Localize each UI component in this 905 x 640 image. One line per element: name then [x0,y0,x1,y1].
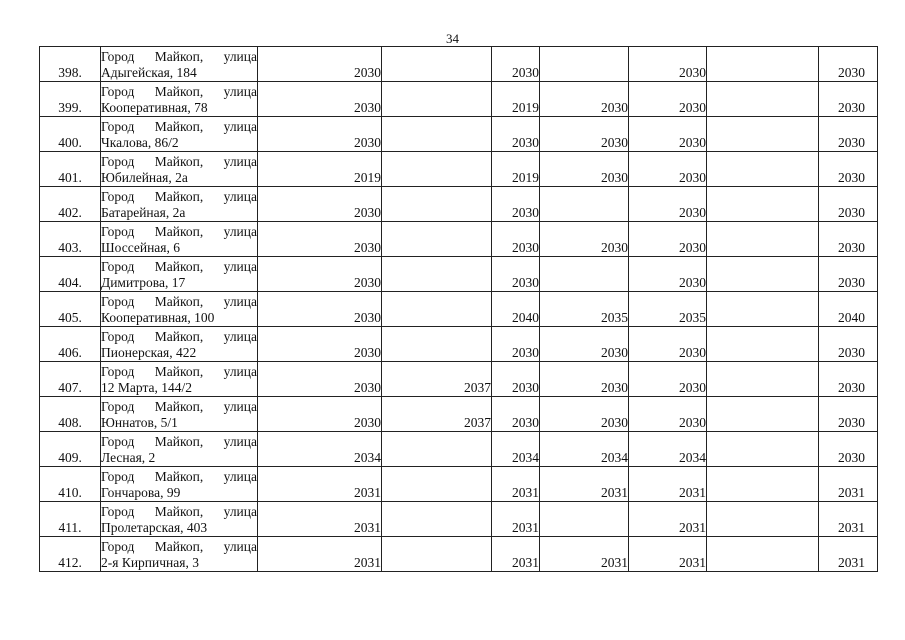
row-number: 411. [40,502,101,537]
address-cell [101,187,258,222]
year-cell-col1: 2030 [258,292,382,327]
year-cell-col1: 2031 [258,502,382,537]
year-cell-col2 [382,292,492,327]
address-word-city: Город [101,154,135,169]
year-cell-col2: 2037 [382,397,492,432]
address-cell [101,222,258,257]
year-cell-col3: 2030 [492,362,540,397]
year-cell-col4: 2035 [540,292,629,327]
table-row [40,537,878,572]
year-cell-col5: 2030 [629,397,707,432]
year-cell-col4: 2034 [540,432,629,467]
address-cell [101,467,258,502]
table-row [40,257,878,292]
row-number: 403. [40,222,101,257]
year-cell-col1: 2030 [258,362,382,397]
year-cell-col4: 2030 [540,397,629,432]
address-word-street: улица [223,329,257,344]
address-cell [101,152,258,187]
address-word-city: Город [101,259,135,274]
address-word-street: улица [223,434,257,449]
year-cell-col7: 2030 [819,152,878,187]
address-word-name: Майкоп, [154,119,204,134]
year-cell-col6 [707,502,819,537]
address-word-street: улица [223,154,257,169]
address-line-city [101,189,257,205]
year-cell-col6 [707,117,819,152]
year-cell-col7: 2030 [819,327,878,362]
year-cell-col3: 2034 [492,432,540,467]
address-word-city: Город [101,469,135,484]
address-word-city: Город [101,399,135,414]
year-cell-col7: 2030 [819,187,878,222]
address-line-street: Адыгейская, 184 [101,65,197,80]
address-line-street: Батарейная, 2а [101,205,186,220]
address-line-street: Лесная, 2 [101,450,156,465]
year-cell-col2: 2037 [382,362,492,397]
year-cell-col4: 2030 [540,362,629,397]
table-row [40,292,878,327]
row-number: 407. [40,362,101,397]
address-word-street: улица [223,504,257,519]
row-number: 412. [40,537,101,572]
year-cell-col3: 2019 [492,82,540,117]
address-word-name: Майкоп, [154,49,204,64]
address-word-street: улица [223,224,257,239]
address-cell [101,257,258,292]
address-line-city [101,259,257,275]
row-number: 404. [40,257,101,292]
year-cell-col3: 2040 [492,292,540,327]
table-row [40,397,878,432]
year-cell-col7: 2030 [819,117,878,152]
address-word-name: Майкоп, [154,434,204,449]
row-number: 406. [40,327,101,362]
table-row [40,187,878,222]
year-cell-col2 [382,222,492,257]
address-cell [101,502,258,537]
address-word-street: улица [223,84,257,99]
year-cell-col6 [707,432,819,467]
address-word-name: Майкоп, [154,329,204,344]
year-cell-col2 [382,117,492,152]
year-cell-col5: 2030 [629,117,707,152]
address-word-name: Майкоп, [154,364,204,379]
year-cell-col2 [382,47,492,82]
address-line-city [101,469,257,485]
table-row [40,362,878,397]
year-cell-col3: 2031 [492,537,540,572]
year-cell-col6 [707,327,819,362]
address-line-city [101,49,257,65]
row-number: 405. [40,292,101,327]
table-row [40,502,878,537]
year-cell-col7: 2030 [819,82,878,117]
year-cell-col1: 2030 [258,397,382,432]
address-word-name: Майкоп, [154,259,204,274]
address-word-street: улица [223,189,257,204]
year-cell-col4 [540,187,629,222]
address-cell [101,327,258,362]
year-cell-col5: 2031 [629,502,707,537]
year-cell-col2 [382,537,492,572]
address-word-city: Город [101,189,135,204]
address-line-street: Димитрова, 17 [101,275,186,290]
year-cell-col1: 2030 [258,187,382,222]
address-cell [101,537,258,572]
year-cell-col1: 2031 [258,467,382,502]
address-word-name: Майкоп, [154,539,204,554]
address-word-street: улица [223,119,257,134]
year-cell-col1: 2030 [258,47,382,82]
year-cell-col2 [382,152,492,187]
year-cell-col6 [707,537,819,572]
address-line-street: 12 Марта, 144/2 [101,380,192,395]
table-row [40,117,878,152]
year-cell-col6 [707,222,819,257]
year-cell-col6 [707,152,819,187]
year-cell-col7: 2030 [819,257,878,292]
schedule-table [39,46,878,572]
year-cell-col1: 2030 [258,117,382,152]
year-cell-col3: 2019 [492,152,540,187]
address-word-name: Майкоп, [154,504,204,519]
address-line-street: Пионерская, 422 [101,345,197,360]
year-cell-col2 [382,502,492,537]
address-line-street: Юннатов, 5/1 [101,415,178,430]
year-cell-col4: 2030 [540,152,629,187]
year-cell-col7: 2030 [819,47,878,82]
address-word-city: Город [101,329,135,344]
year-cell-col4: 2031 [540,467,629,502]
table-row [40,432,878,467]
year-cell-col6 [707,397,819,432]
address-word-city: Город [101,364,135,379]
address-cell [101,292,258,327]
address-line-street: Чкалова, 86/2 [101,135,179,150]
address-line-city [101,119,257,135]
address-word-name: Майкоп, [154,399,204,414]
row-number: 399. [40,82,101,117]
page-number: 34 [446,31,459,46]
address-line-city [101,154,257,170]
address-word-street: улица [223,294,257,309]
table-row [40,222,878,257]
year-cell-col1: 2030 [258,82,382,117]
year-cell-col6 [707,292,819,327]
year-cell-col6 [707,257,819,292]
year-cell-col1: 2030 [258,327,382,362]
address-cell [101,362,258,397]
year-cell-col4: 2031 [540,537,629,572]
year-cell-col7: 2031 [819,537,878,572]
address-cell [101,432,258,467]
year-cell-col6 [707,82,819,117]
row-number: 398. [40,47,101,82]
year-cell-col4: 2030 [540,327,629,362]
year-cell-col3: 2031 [492,467,540,502]
year-cell-col3: 2030 [492,47,540,82]
year-cell-col5: 2035 [629,292,707,327]
address-cell [101,397,258,432]
year-cell-col3: 2030 [492,222,540,257]
year-cell-col3: 2030 [492,187,540,222]
table-body [40,47,878,572]
address-line-city [101,539,257,555]
address-line-city [101,504,257,520]
address-cell [101,47,258,82]
address-line-city [101,434,257,450]
year-cell-col2 [382,82,492,117]
address-line-street: Пролетарская, 403 [101,520,208,535]
year-cell-col2 [382,467,492,502]
table-row [40,47,878,82]
year-cell-col5: 2031 [629,537,707,572]
address-line-street: Юбилейная, 2а [101,170,188,185]
year-cell-col1: 2030 [258,222,382,257]
year-cell-col5: 2030 [629,47,707,82]
year-cell-col7: 2031 [819,502,878,537]
year-cell-col4 [540,257,629,292]
year-cell-col6 [707,467,819,502]
address-word-city: Город [101,49,135,64]
year-cell-col7: 2031 [819,467,878,502]
address-word-name: Майкоп, [154,294,204,309]
address-line-street: 2-я Кирпичная, 3 [101,555,199,570]
row-number: 402. [40,187,101,222]
year-cell-col4: 2030 [540,222,629,257]
address-word-city: Город [101,294,135,309]
address-word-name: Майкоп, [154,189,204,204]
address-word-street: улица [223,364,257,379]
address-word-street: улица [223,469,257,484]
address-line-street: Кооперативная, 78 [101,100,208,115]
address-word-city: Город [101,434,135,449]
year-cell-col5: 2030 [629,187,707,222]
row-number: 400. [40,117,101,152]
address-word-name: Майкоп, [154,154,204,169]
row-number: 410. [40,467,101,502]
address-cell [101,82,258,117]
year-cell-col5: 2030 [629,82,707,117]
year-cell-col7: 2030 [819,222,878,257]
address-word-street: улица [223,259,257,274]
address-word-city: Город [101,224,135,239]
year-cell-col5: 2030 [629,362,707,397]
row-number: 401. [40,152,101,187]
address-line-street: Кооперативная, 100 [101,310,215,325]
year-cell-col6 [707,187,819,222]
year-cell-col5: 2031 [629,467,707,502]
year-cell-col3: 2030 [492,397,540,432]
year-cell-col2 [382,327,492,362]
year-cell-col5: 2034 [629,432,707,467]
address-word-street: улица [223,539,257,554]
year-cell-col6 [707,47,819,82]
year-cell-col4 [540,47,629,82]
address-word-name: Майкоп, [154,84,204,99]
year-cell-col3: 2031 [492,502,540,537]
year-cell-col3: 2030 [492,257,540,292]
address-word-name: Майкоп, [154,469,204,484]
year-cell-col1: 2031 [258,537,382,572]
year-cell-col7: 2040 [819,292,878,327]
year-cell-col7: 2030 [819,397,878,432]
year-cell-col3: 2030 [492,117,540,152]
year-cell-col1: 2034 [258,432,382,467]
address-cell [101,117,258,152]
address-line-city [101,364,257,380]
year-cell-col5: 2030 [629,222,707,257]
year-cell-col4: 2030 [540,82,629,117]
table-row [40,327,878,362]
year-cell-col3: 2030 [492,327,540,362]
row-number: 409. [40,432,101,467]
year-cell-col1: 2030 [258,257,382,292]
address-line-city [101,294,257,310]
address-line-street: Гончарова, 99 [101,485,181,500]
table-row [40,82,878,117]
address-line-city [101,84,257,100]
address-word-city: Город [101,119,135,134]
address-line-city [101,399,257,415]
year-cell-col5: 2030 [629,152,707,187]
year-cell-col2 [382,432,492,467]
address-word-street: улица [223,49,257,64]
year-cell-col2 [382,257,492,292]
address-word-street: улица [223,399,257,414]
table-row [40,467,878,502]
year-cell-col7: 2030 [819,432,878,467]
address-word-city: Город [101,539,135,554]
address-line-city [101,224,257,240]
row-number: 408. [40,397,101,432]
year-cell-col1: 2019 [258,152,382,187]
address-word-name: Майкоп, [154,224,204,239]
year-cell-col5: 2030 [629,257,707,292]
address-word-city: Город [101,84,135,99]
year-cell-col2 [382,187,492,222]
year-cell-col4: 2030 [540,117,629,152]
table-row [40,152,878,187]
year-cell-col4 [540,502,629,537]
year-cell-col6 [707,362,819,397]
year-cell-col5: 2030 [629,327,707,362]
address-line-city [101,329,257,345]
address-word-city: Город [101,504,135,519]
year-cell-col7: 2030 [819,362,878,397]
address-line-street: Шоссейная, 6 [101,240,180,255]
